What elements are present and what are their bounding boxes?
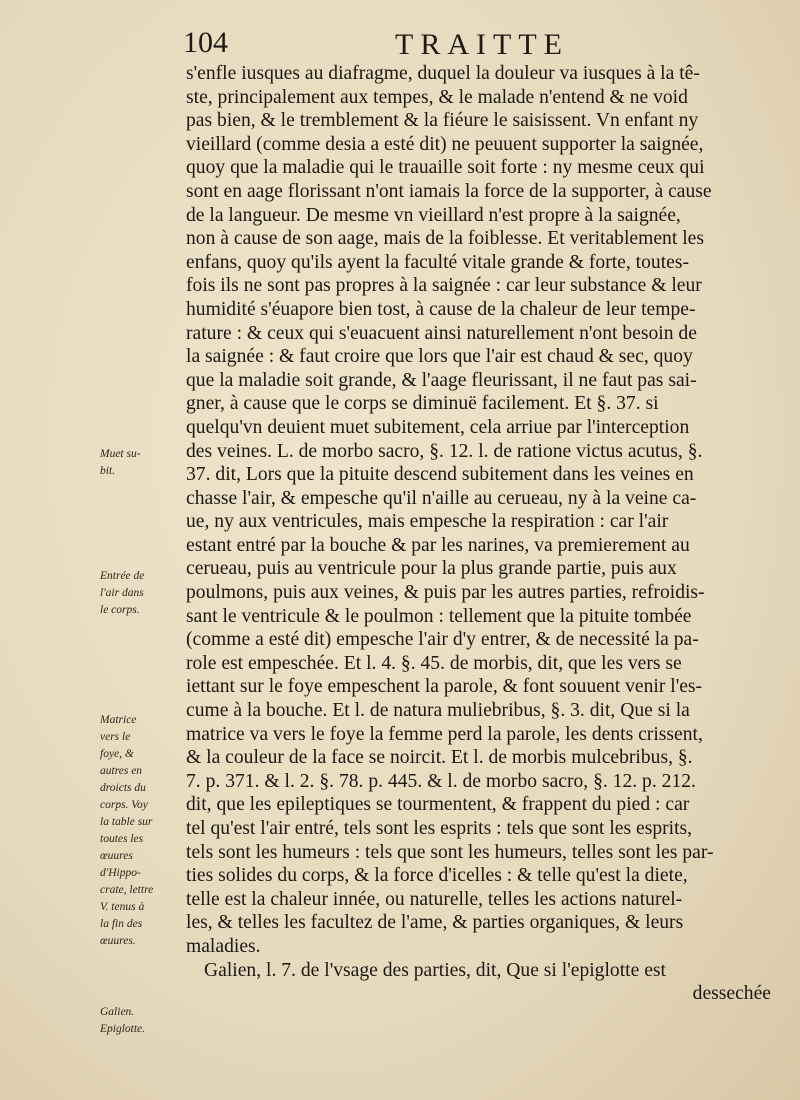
text-line: tels sont les humeurs : tels que sont les humeurs, telles sont les par-: [186, 841, 714, 863]
margin-note-line: toutes les: [100, 833, 144, 845]
margin-note-line: d'Hippo-: [100, 867, 141, 879]
text-line: ties solides du corps, & la force d'icelles : & telle qu'est la diete,: [186, 865, 688, 887]
text-line: la saignée : & faut croire que lors que l'air est chaud & sec, quoy: [186, 346, 693, 368]
text-line: matrice va vers le foye la femme perd la parole, les dents crissent,: [186, 723, 703, 745]
galien-paragraph-line: Galien, l. 7. de l'vsage des parties, dit, Que si l'epiglotte est: [204, 959, 666, 981]
margin-note-line: l'air dans: [100, 587, 144, 599]
text-line: estant entré par la bouche & par les narines, va premierement au: [186, 534, 690, 556]
running-head: TRAITTE: [395, 28, 569, 61]
text-line: fois ils ne sont pas propres à la saignée : car leur substance & leur: [186, 275, 702, 297]
margin-note-matrice: [100, 712, 153, 950]
text-line: iettant sur le foye empeschent la parole, & font souuent venir l'es-: [186, 676, 703, 698]
text-line: quelqu'vn deuient muet subitement, cela arriue par l'interception: [186, 416, 690, 438]
margin-note-line: œuures.: [100, 935, 136, 947]
text-line: vieillard (comme desia a esté dit) ne peuuent supporter la saignée,: [186, 133, 704, 155]
text-line: sont en aage florissant n'ont iamais la force de la supporter, à cause: [186, 180, 712, 202]
margin-note-line: le corps.: [100, 604, 140, 616]
text-line: sant le ventricule & le poulmon : tellement que la pituite tombée: [186, 605, 692, 627]
catchword: dessechée: [692, 983, 771, 1005]
margin-note-line: foye, &: [100, 748, 134, 760]
text-line: pas bien, & le tremblement & la fiéure le saisissent. Vn enfant ny: [186, 110, 699, 132]
text-line: quoy que la maladie qui le trauaille soit forte : ny mesme ceux qui: [186, 157, 705, 179]
text-line: des veines. L. de morbo sacro, §. 12. l. de ratione victus acutus, §.: [186, 440, 703, 462]
body-text: [186, 62, 771, 1006]
margin-note-line: Galien.: [100, 1006, 135, 1018]
text-line: les, & telles les facultez de l'ame, & parties organiques, & leurs: [186, 912, 684, 934]
margin-note-line: Entrée de: [100, 570, 145, 582]
text-line: (comme a esté dit) empesche l'air d'y entrer, & de necessité la pa-: [186, 629, 699, 651]
text-line: non à cause de son aage, mais de la foiblesse. Et veritablement les: [186, 228, 704, 250]
margin-note-line: bit.: [100, 465, 116, 477]
text-line: s'enfle iusques au diafragme, duquel la douleur va iusques à la tê-: [186, 63, 700, 84]
text-line: poulmons, puis aux veines, & puis par les autres parties, refroidis-: [186, 582, 705, 604]
text-line: chasse l'air, & empesche qu'il n'aille au cerueau, ny à la veine ca-: [186, 487, 697, 509]
margin-note-line: la fin des: [100, 918, 143, 930]
text-line: tel qu'est l'air entré, tels sont les esprits : tels que sont les esprits,: [186, 818, 693, 839]
text-line: que la maladie soit grande, & l'aage fleurissant, il ne faut pas sai-: [186, 369, 697, 391]
text-line: telle est la chaleur innée, ou naturelle, telles les actions naturel-: [186, 888, 683, 910]
margin-note-line: crate, lettre: [100, 884, 154, 896]
margin-note-galien: [100, 1004, 145, 1038]
text-line: maladies.: [186, 935, 261, 957]
text-line: humidité s'éuapore bien tost, à cause de la chaleur de leur tempe-: [186, 298, 696, 320]
page-number: 104: [183, 26, 228, 59]
text-line: rature : & ceux qui s'euacuent ainsi naturellement n'ont besoin de: [186, 322, 697, 344]
margin-note-line: Matrice: [100, 714, 137, 726]
text-line: cerueau, puis au ventricule pour la plus grande partie, puis aux: [186, 558, 677, 580]
text-line: ue, ny aux ventricules, mais empesche la respiration : car l'air: [186, 511, 669, 533]
text-line: cume à la bouche. Et l. de natura muliebribus, §. 3. dit, Que si la: [186, 700, 690, 722]
text-line: enfans, quoy qu'ils ayent la faculté vitale grande & forte, toutes-: [186, 251, 689, 273]
text-line: 7. p. 371. & l. 2. §. 78. p. 445. & l. de morbo sacro, §. 12. p. 212.: [186, 770, 696, 792]
margin-note-line: corps. Voy: [100, 799, 148, 811]
margin-note-line: vers le: [100, 731, 131, 743]
margin-note-muet: [100, 446, 141, 480]
text-line: & la couleur de la face se noircit. Et l. de morbis mulcebribus, §.: [186, 747, 693, 769]
margin-note-line: autres en: [100, 765, 143, 777]
text-line: dit, que les epileptiques se tourmentent, & frappent du pied : car: [186, 794, 690, 816]
margin-note-line: Muet su-: [100, 448, 141, 460]
text-line: ste, principalement aux tempes, & le malade n'entend & ne void: [186, 86, 688, 108]
margin-note-line: V. tenus à: [100, 901, 145, 913]
margin-note-line: la table sur: [100, 816, 153, 828]
text-line: role est empeschée. Et l. 4. §. 45. de morbis, dit, que les vers se: [186, 652, 682, 674]
margin-note-line: droicts du: [100, 782, 146, 794]
margin-note-line: Epiglotte.: [100, 1023, 146, 1035]
margin-note-line: œuures: [100, 850, 133, 862]
text-line: de la langueur. De mesme vn vieillard n'est propre à la saignée,: [186, 204, 681, 226]
text-line: gner, à cause que le corps se diminuë facilement. Et §. 37. si: [186, 393, 659, 415]
text-line: 37. dit, Lors que la pituite descend subitement dans les veines en: [186, 464, 694, 486]
margin-note-air: [100, 568, 144, 619]
